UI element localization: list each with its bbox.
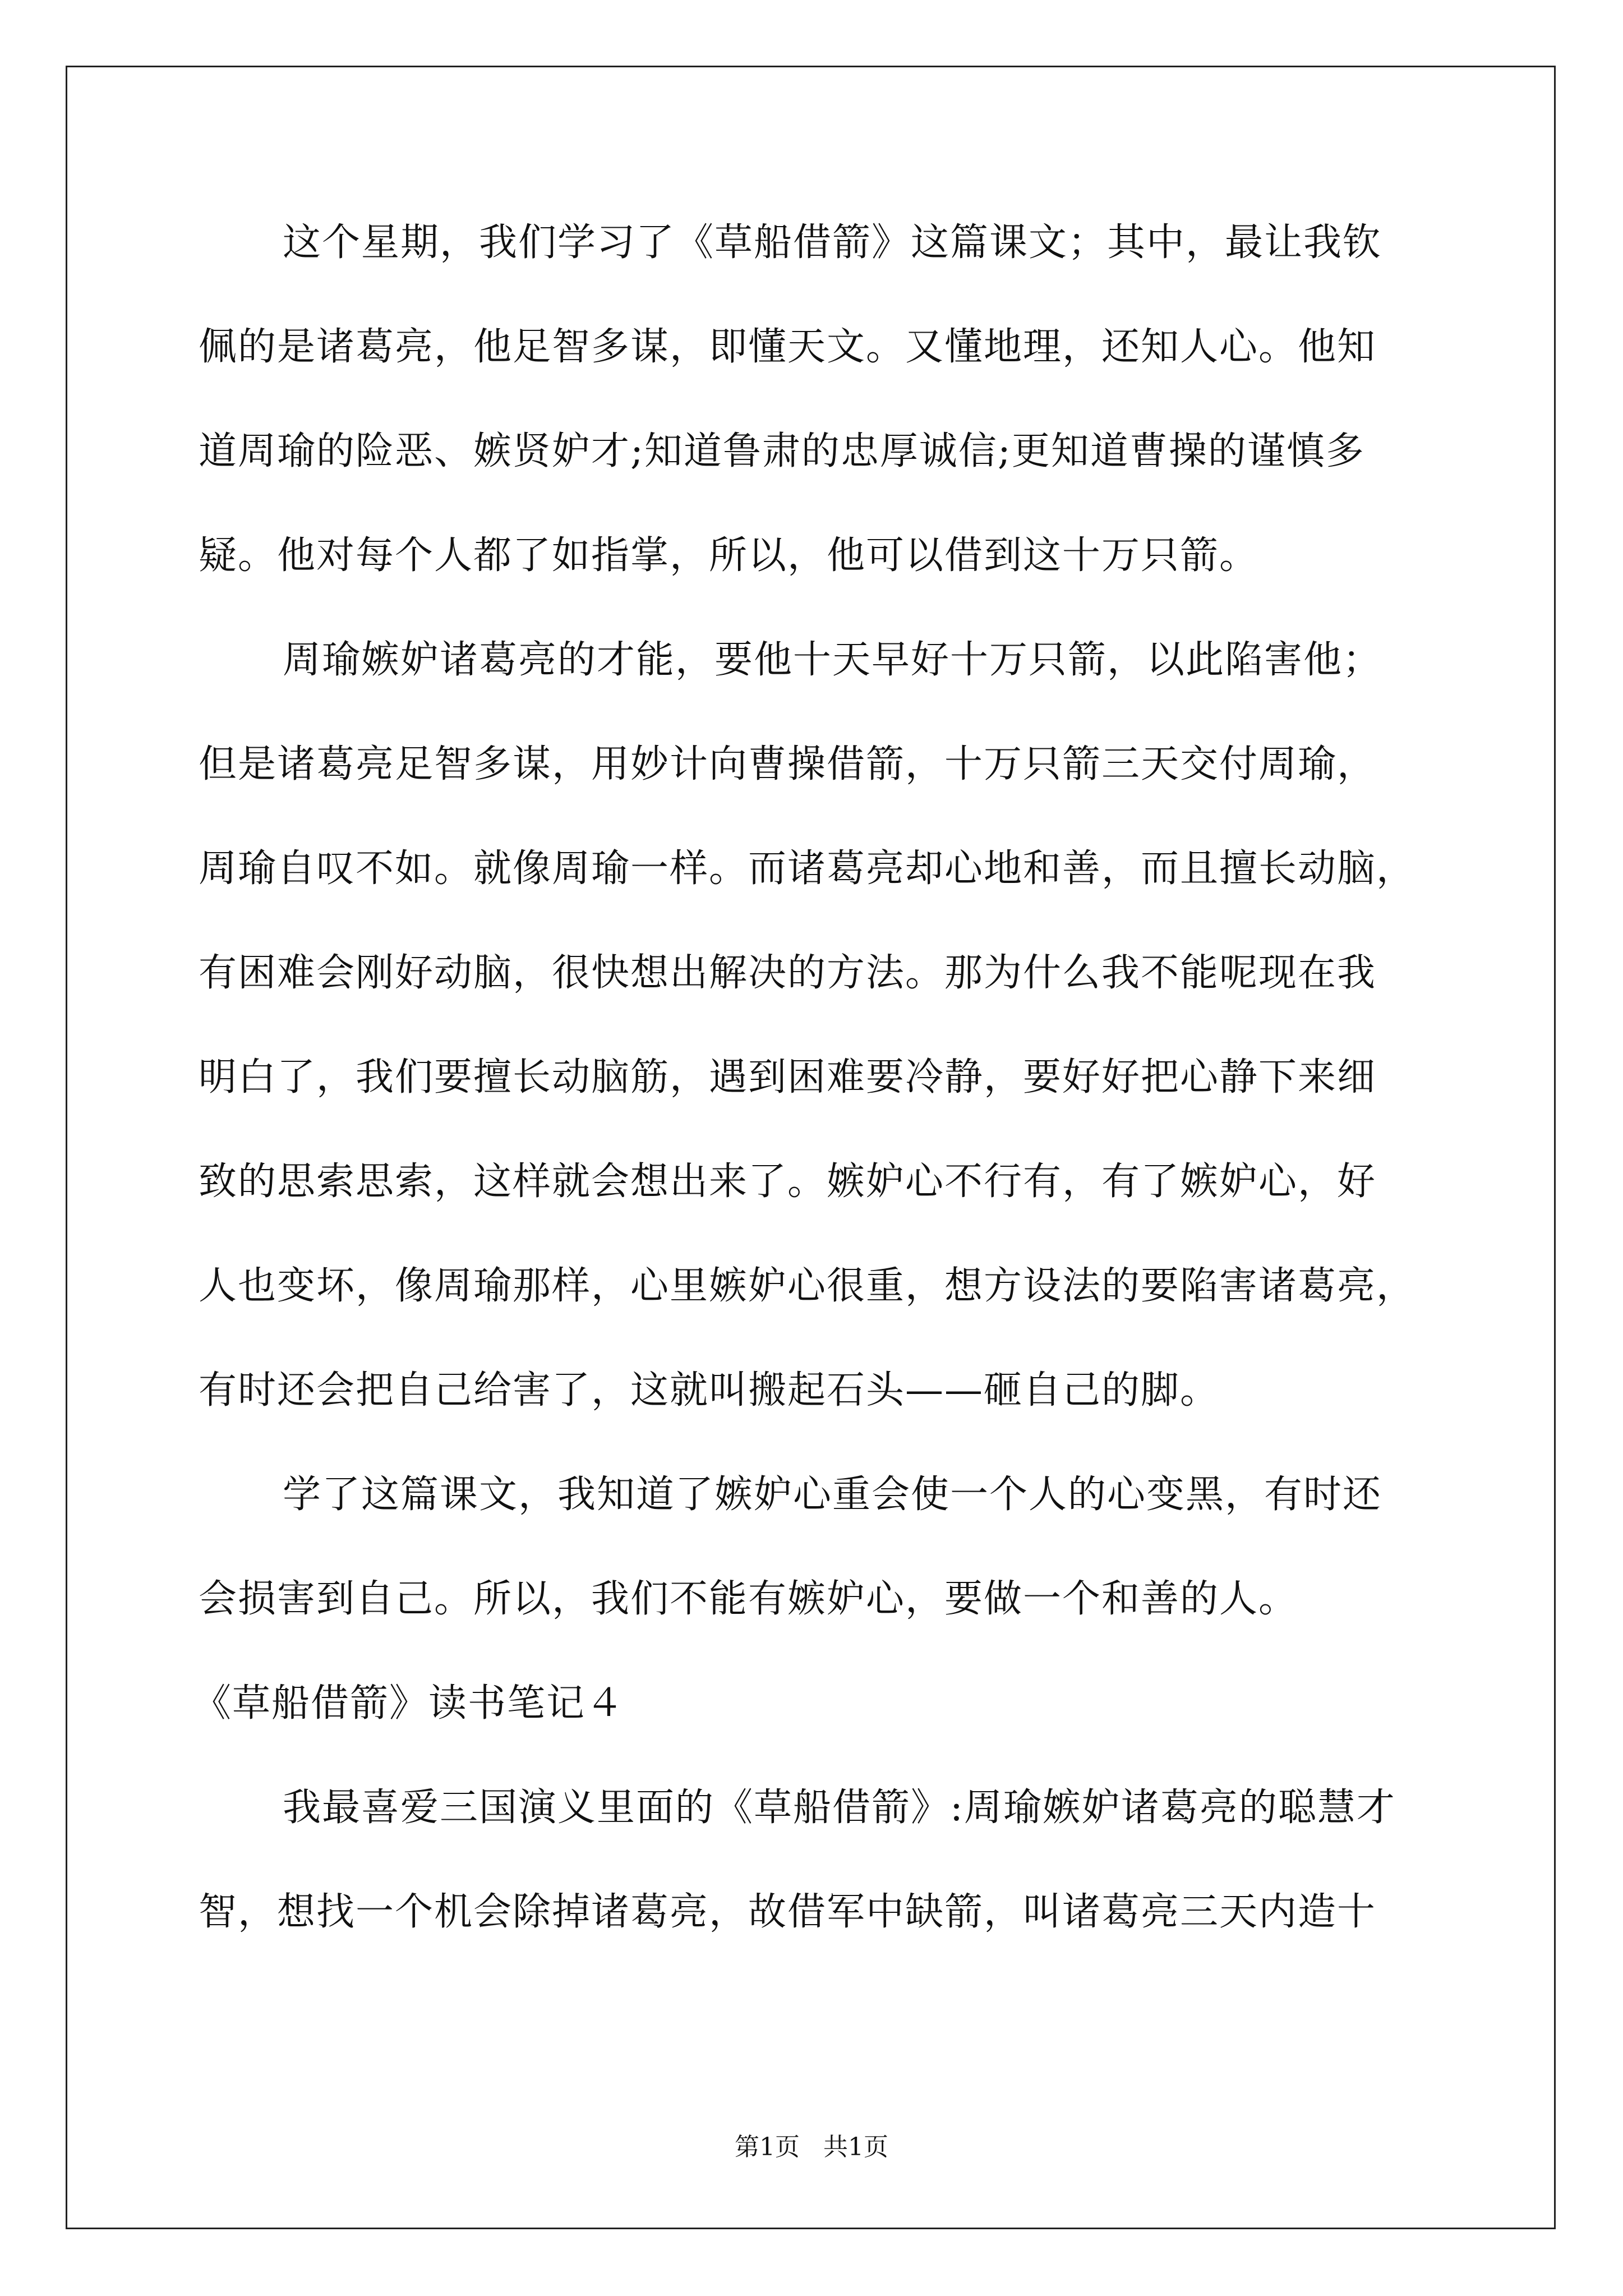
paragraph-2-line-1: 周瑜嫉妒诸葛亮的才能，要他十天早好十万只箭，以此陷害他； xyxy=(283,638,1382,682)
page-footer: 第1页 共1页 xyxy=(735,2133,888,2161)
paragraph-2-line-7: 人也变坏，像周瑜那样，心里嫉妒心很重，想方设法的要陷害诸葛亮， xyxy=(199,1264,1416,1308)
paragraph-3-line-2: 会损害到自己。所以，我们不能有嫉妒心，要做一个和善的人。 xyxy=(199,1577,1298,1621)
paragraph-1-line-2: 佩的是诸葛亮，他足智多谋，即懂天文。又懂地理，还知人心。他知 xyxy=(199,325,1377,369)
paragraph-1-line-4: 疑。他对每个人都了如指掌，所以，他可以借到这十万只箭。 xyxy=(199,533,1259,578)
paragraph-3-line-1: 学了这篇课文，我知道了嫉妒心重会使一个人的心变黑，有时还 xyxy=(283,1473,1382,1517)
paragraph-2-line-3: 周瑜自叹不如。就像周瑜一样。而诸葛亮却心地和善，而且擅长动脑， xyxy=(199,846,1416,891)
paragraph-2-line-5: 明白了，我们要擅长动脑筋，遇到困难要冷静，要好好把心静下来细 xyxy=(199,1055,1377,1099)
document-body xyxy=(193,220,1450,1995)
paragraph-1-line-3: 道周瑜的险恶、嫉贤妒才;知道鲁肃的忠厚诚信;更知道曹操的谨慎多 xyxy=(199,429,1365,473)
paragraph-4-line-2: 智，想找一个机会除掉诸葛亮，故借军中缺箭，叫诸葛亮三天内造十 xyxy=(199,1890,1377,1934)
paragraph-4-line-1: 我最喜爱三国演义里面的《草船借箭》:周瑜嫉妒诸葛亮的聪慧才 xyxy=(283,1786,1396,1830)
paragraph-2-line-6: 致的思索思索，这样就会想出来了。嫉妒心不行有，有了嫉妒心，好 xyxy=(199,1159,1377,1204)
paragraph-2-line-8: 有时还会把自己给害了，这就叫搬起石头——砸自己的脚。 xyxy=(199,1368,1220,1412)
paragraph-1-line-1: 这个星期，我们学习了《草船借箭》这篇课文；其中，最让我钦 xyxy=(283,220,1382,265)
paragraph-2-line-4: 有困难会刚好动脑，很快想出解决的方法。那为什么我不能呢现在我 xyxy=(199,951,1377,995)
section-heading: 《草船借箭》读书笔记４ xyxy=(193,1681,625,1726)
paragraph-2-line-2: 但是诸葛亮足智多谋，用妙计向曹操借箭，十万只箭三天交付周瑜， xyxy=(199,742,1377,786)
